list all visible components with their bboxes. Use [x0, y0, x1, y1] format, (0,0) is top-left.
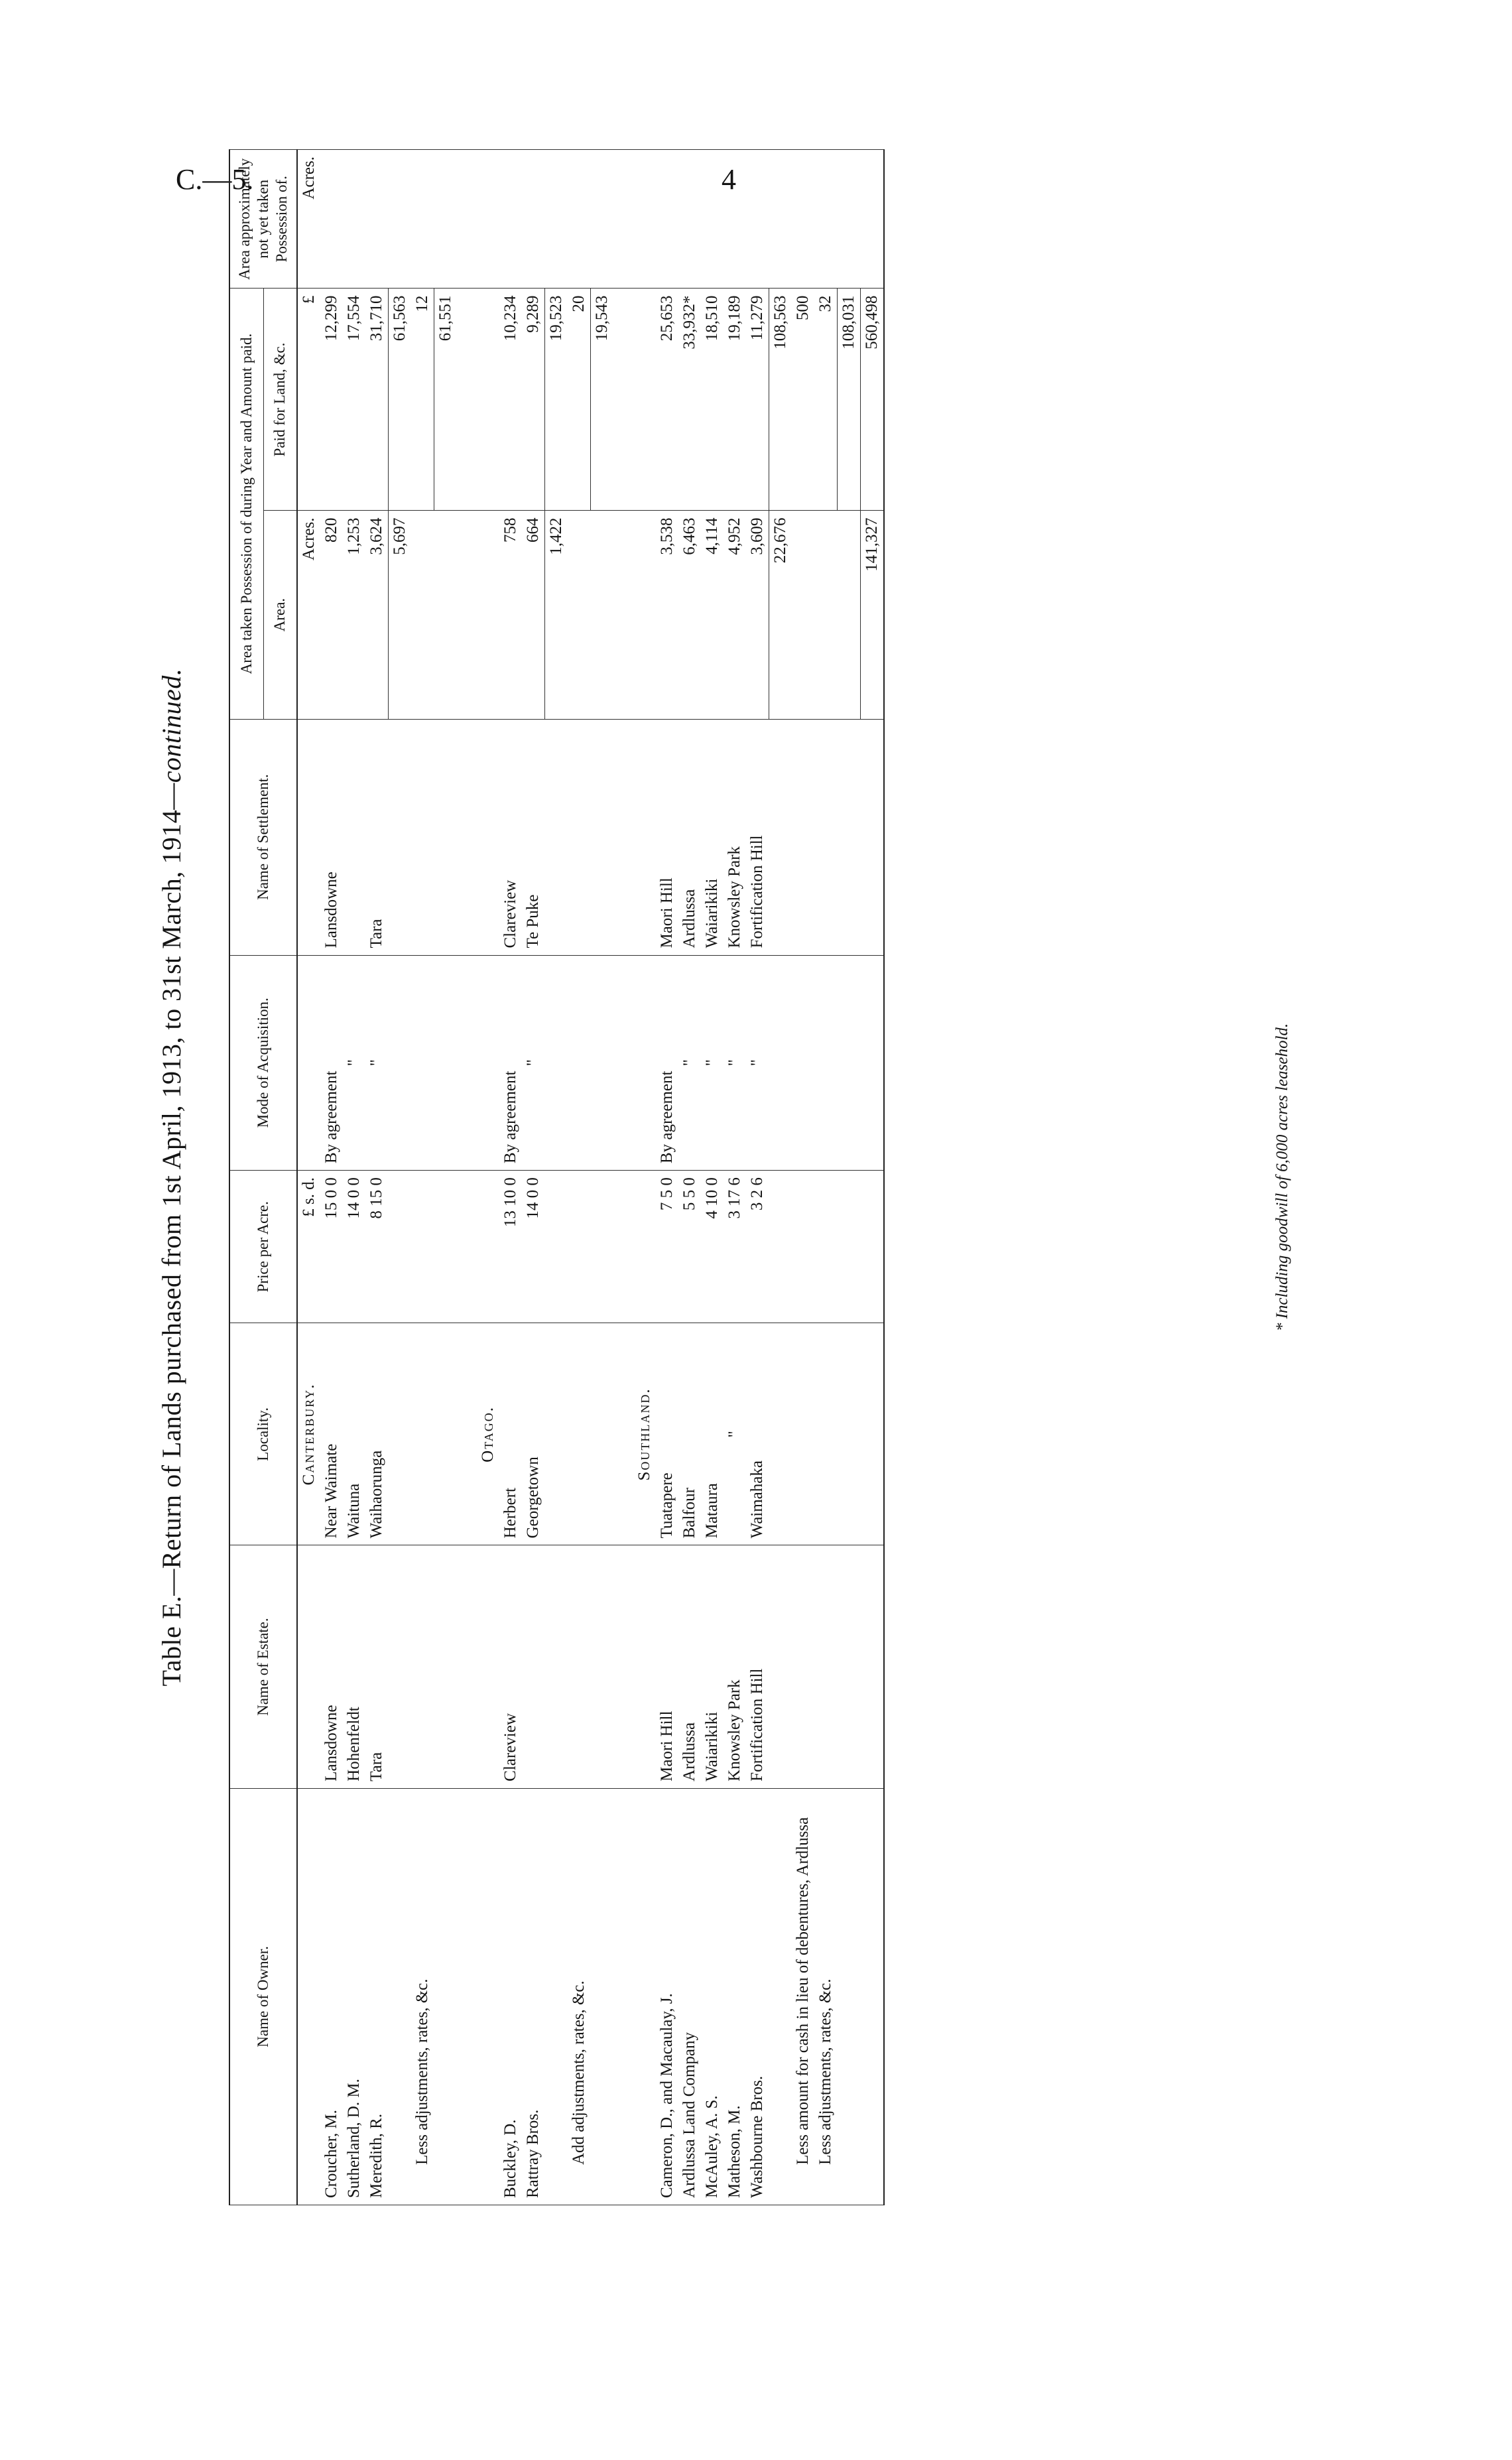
cash-adjustment-label: Less amount for cash in lieu of debentures, Ardlussa [792, 1788, 814, 2205]
subtotal-area: 5,697 [389, 511, 412, 719]
table-row [724, 150, 746, 2205]
estate-cell: Lansdowne [320, 1545, 343, 1788]
owner-cell: Meredith, R. [365, 1788, 389, 2205]
estate-cell: Waiarikiki [701, 1545, 724, 1788]
table-row [522, 150, 545, 2205]
price-cell: 14 0 0 [522, 1171, 545, 1323]
estate-cell: Hohenfeldt [343, 1545, 365, 1788]
region-heading-southland: Southland. [635, 1388, 653, 1481]
table-row [343, 150, 365, 2205]
area-cell: 664 [522, 511, 545, 719]
settlement-cell: Waiarikiki [701, 719, 724, 955]
page-number: 4 [722, 163, 736, 196]
settlement-cell: Lansdowne [320, 719, 343, 955]
grand-total-row [861, 150, 885, 2205]
header-price: Price per Acre. [229, 1171, 297, 1323]
mode-cell: " [746, 955, 769, 1171]
price-cell: 5 5 0 [678, 1171, 701, 1323]
area-cell: 3,538 [656, 511, 678, 719]
price-cell: 15 0 0 [320, 1171, 343, 1323]
price-cell: 3 17 6 [724, 1171, 746, 1323]
adjustment-label: Less adjustments, rates, &c. [814, 1788, 838, 2205]
area-cell: 3,624 [365, 511, 389, 719]
table-row [678, 150, 701, 2205]
subtotal-area: 1,422 [545, 511, 568, 719]
subtotal-paid: 19,523 [545, 289, 568, 511]
table-row [746, 150, 769, 2205]
paid-cell: 17,554 [343, 289, 365, 511]
mode-cell: By agreement [320, 955, 343, 1171]
owner-cell: Washbourne Bros. [746, 1788, 769, 2205]
locality-cell: Georgetown [522, 1323, 545, 1545]
adjustment-row [568, 150, 591, 2205]
estate-cell: Maori Hill [656, 1545, 678, 1788]
owner-cell: Cameron, D., and Macaulay, J. [656, 1788, 678, 2205]
owner-cell: Rattray Bros. [522, 1788, 545, 2205]
mode-cell: By agreement [656, 955, 678, 1171]
settlement-cell: Knowsley Park [724, 719, 746, 955]
area-cell: 4,952 [724, 511, 746, 719]
owner-cell: Matheson, M. [724, 1788, 746, 2205]
subtotal-row [389, 150, 412, 2205]
paid-cell: 12,299 [320, 289, 343, 511]
paid-cell: 11,279 [746, 289, 769, 511]
mode-cell: By agreement [499, 955, 522, 1171]
paid-cell: 10,234 [499, 289, 522, 511]
adjustment-paid: 20 [568, 289, 591, 511]
cash-adjustment-paid: 500 [792, 289, 814, 511]
not-taken-unit: Acres. [297, 150, 320, 289]
mode-cell: " [522, 955, 545, 1171]
locality-cell: Waituna [343, 1323, 365, 1545]
region-heading-otago: Otago. [479, 1405, 497, 1462]
price-cell: 7 5 0 [656, 1171, 678, 1323]
subtotal-row [769, 150, 792, 2205]
owner-cell: Ardlussa Land Company [678, 1788, 701, 2205]
adjustment-label: Add adjustments, rates, &c. [568, 1788, 591, 2205]
locality-cell: Near Waimate [320, 1323, 343, 1545]
total-row [591, 150, 614, 2205]
estate-cell: Tara [365, 1545, 389, 1788]
footnote: * Including goodwill of 6,000 acres leasehold. [1273, 1023, 1291, 1332]
area-cell: 3,609 [746, 511, 769, 719]
paid-cell: 18,510 [701, 289, 724, 511]
adjustment-row [814, 150, 838, 2205]
estate-cell: Ardlussa [678, 1545, 701, 1788]
header-area: Area. [263, 511, 297, 719]
table-row [365, 150, 389, 2205]
lands-purchased-table [229, 149, 885, 2205]
header-mode: Mode of Acquisition. [229, 955, 297, 1171]
owner-cell: Buckley, D. [499, 1788, 522, 2205]
mode-cell: " [678, 955, 701, 1171]
table-row [320, 150, 343, 2205]
rotated-table-sheet [136, 139, 1462, 2205]
price-cell: 4 10 0 [701, 1171, 724, 1323]
total-paid: 61,551 [434, 289, 458, 511]
header-settlement: Name of Settlement. [229, 719, 297, 955]
total-paid: 19,543 [591, 289, 614, 511]
table-title [156, 149, 187, 2205]
total-paid: 108,031 [838, 289, 861, 511]
settlement-cell [343, 719, 365, 955]
header-estate: Name of Estate. [229, 1545, 297, 1788]
area-cell: 1,253 [343, 511, 365, 719]
adjustment-label: Less adjustments, rates, &c. [411, 1788, 434, 2205]
area-cell: 820 [320, 511, 343, 719]
locality-cell: Waihaorunga [365, 1323, 389, 1545]
total-row [838, 150, 861, 2205]
area-cell: 6,463 [678, 511, 701, 719]
subtotal-paid: 108,563 [769, 289, 792, 511]
adjustment-paid: 32 [814, 289, 838, 511]
header-paid: Paid for Land, &c. [263, 289, 297, 511]
settlement-cell: Te Puke [522, 719, 545, 955]
price-cell: 14 0 0 [343, 1171, 365, 1323]
estate-cell: Clareview [499, 1545, 522, 1788]
mode-cell: " [724, 955, 746, 1171]
area-unit: Acres. [297, 511, 320, 719]
table-row [499, 150, 522, 2205]
price-cell: 8 15 0 [365, 1171, 389, 1323]
paid-cell: 19,189 [724, 289, 746, 511]
paid-cell: 31,710 [365, 289, 389, 511]
table-row [701, 150, 724, 2205]
subtotal-area: 22,676 [769, 511, 792, 719]
estate-cell [522, 1545, 545, 1788]
adjustment-paid: 12 [411, 289, 434, 511]
locality-cell: Tuatapere [656, 1323, 678, 1545]
estate-cell: Knowsley Park [724, 1545, 746, 1788]
owner-cell: McAuley, A. S. [701, 1788, 724, 2205]
header-area-group: Area taken Possession of during Year and Amount paid. [229, 289, 263, 719]
estate-cell: Fortification Hill [746, 1545, 769, 1788]
header-locality: Locality. [229, 1323, 297, 1545]
document-reference: C.—5. [176, 163, 254, 196]
locality-cell: " [724, 1323, 746, 1545]
mode-cell: " [343, 955, 365, 1171]
locality-cell: Mataura [701, 1323, 724, 1545]
area-cell: 4,114 [701, 511, 724, 719]
table-row [656, 150, 678, 2205]
price-unit: £ s. d. [297, 1171, 320, 1323]
mode-cell: " [701, 955, 724, 1171]
paid-cell: 9,289 [522, 289, 545, 511]
locality-cell: Waimahaka [746, 1323, 769, 1545]
adjustment-row [411, 150, 434, 2205]
grand-total-paid: 560,498 [861, 289, 885, 511]
title-text: Table E.—Return of Lands purchased from 1st April, 1913, to 31st March, 1914— [157, 783, 186, 1687]
price-cell: 3 2 6 [746, 1171, 769, 1323]
owner-cell: Sutherland, D. M. [343, 1788, 365, 2205]
settlement-cell: Maori Hill [656, 719, 678, 955]
locality-cell: Balfour [678, 1323, 701, 1545]
settlement-cell: Clareview [499, 719, 522, 955]
paid-unit: £ [297, 289, 320, 511]
settlement-cell: Tara [365, 719, 389, 955]
settlement-cell: Ardlussa [678, 719, 701, 955]
owner-cell: Croucher, M. [320, 1788, 343, 2205]
region-heading-canterbury: Canterbury. [300, 1383, 318, 1486]
area-cell: 758 [499, 511, 522, 719]
total-row [434, 150, 458, 2205]
header-owner: Name of Owner. [229, 1788, 297, 2205]
locality-cell: Herbert [499, 1323, 522, 1545]
subtotal-paid: 61,563 [389, 289, 412, 511]
subtotal-row [545, 150, 568, 2205]
paid-cell: 33,932* [678, 289, 701, 511]
mode-cell: " [365, 955, 389, 1171]
title-continued: continued. [157, 668, 186, 783]
grand-total-area: 141,327 [861, 511, 885, 719]
cash-adjustment-row [792, 150, 814, 2205]
price-cell: 13 10 0 [499, 1171, 522, 1323]
header-not-taken: Area approximately not yet taken Possession of. [229, 150, 297, 289]
paid-cell: 25,653 [656, 289, 678, 511]
settlement-cell: Fortification Hill [746, 719, 769, 955]
